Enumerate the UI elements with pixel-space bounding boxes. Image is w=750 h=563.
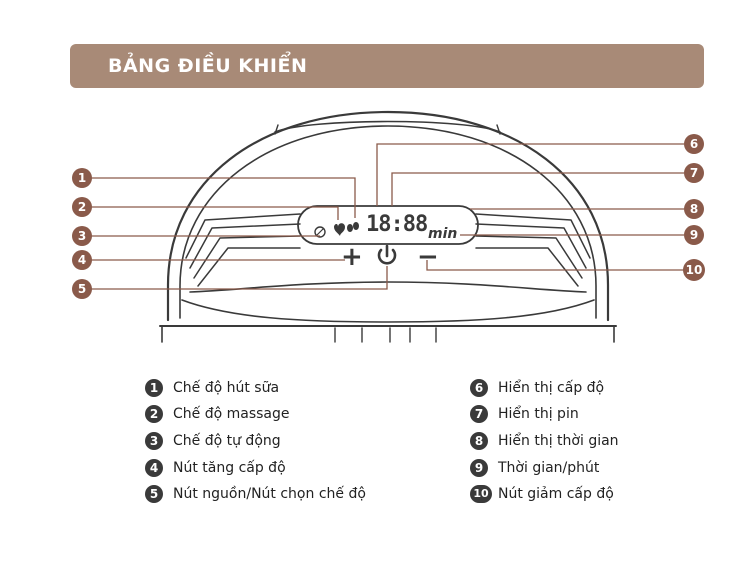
- svg-text:5: 5: [77, 282, 87, 296]
- legend-num: 1: [145, 379, 163, 397]
- header-title: BẢNG ĐIỀU KHIỂN: [108, 55, 308, 77]
- legend-label: Thời gian/phút: [498, 460, 600, 476]
- power-icon: [379, 246, 395, 263]
- display-content: [315, 212, 457, 242]
- callout-8: [684, 199, 704, 219]
- legend-label: Hiển thị cấp độ: [498, 380, 605, 396]
- legend-label: Hiển thị thời gian: [498, 433, 619, 449]
- svg-text:9: 9: [689, 228, 699, 242]
- legend-num: 2: [145, 405, 163, 423]
- callout-7: [684, 163, 704, 183]
- legend-label: Hiển thị pin: [498, 406, 579, 422]
- callout-4: [72, 250, 92, 270]
- legend-label: Chế độ tự động: [173, 433, 281, 449]
- callout-5: [72, 279, 92, 299]
- legend-num: 8: [470, 432, 488, 450]
- legend-label: Nút tăng cấp độ: [173, 460, 286, 476]
- callout-3: [72, 226, 92, 246]
- plus-button[interactable]: +: [341, 242, 363, 272]
- legend-num: 9: [470, 459, 488, 477]
- callout-1: [72, 168, 92, 188]
- callout-9: [684, 225, 704, 245]
- svg-text:7: 7: [689, 166, 699, 180]
- legend-num: 5: [145, 485, 163, 503]
- massage-mode-icon: [334, 223, 345, 236]
- power-button[interactable]: [379, 246, 395, 263]
- legend-label: Nút giảm cấp độ: [498, 486, 614, 502]
- legend-label: Chế độ massage: [173, 406, 290, 422]
- svg-text:2: 2: [77, 200, 87, 214]
- pump-mode-icon: [347, 222, 359, 232]
- callout-2: [72, 197, 92, 217]
- svg-text:3: 3: [77, 229, 87, 243]
- callout-10: [683, 259, 705, 281]
- legend-label: Chế độ hút sữa: [173, 380, 280, 396]
- legend-label: Nút nguồn/Nút chọn chế độ: [173, 486, 366, 502]
- time-display: 18:88: [366, 212, 428, 237]
- svg-text:10: 10: [685, 263, 703, 277]
- svg-text:6: 6: [689, 137, 699, 151]
- svg-text:4: 4: [77, 253, 87, 267]
- legend-num: 7: [470, 405, 488, 423]
- legend-num: 3: [145, 432, 163, 450]
- legend-num: 10: [470, 485, 492, 503]
- svg-text:8: 8: [689, 202, 699, 216]
- callout-6: [684, 134, 704, 154]
- legend-num: 4: [145, 459, 163, 477]
- svg-text:1: 1: [77, 171, 87, 185]
- minus-button[interactable]: −: [417, 242, 439, 272]
- legend-num: 6: [470, 379, 488, 397]
- minute-unit: min: [428, 226, 458, 242]
